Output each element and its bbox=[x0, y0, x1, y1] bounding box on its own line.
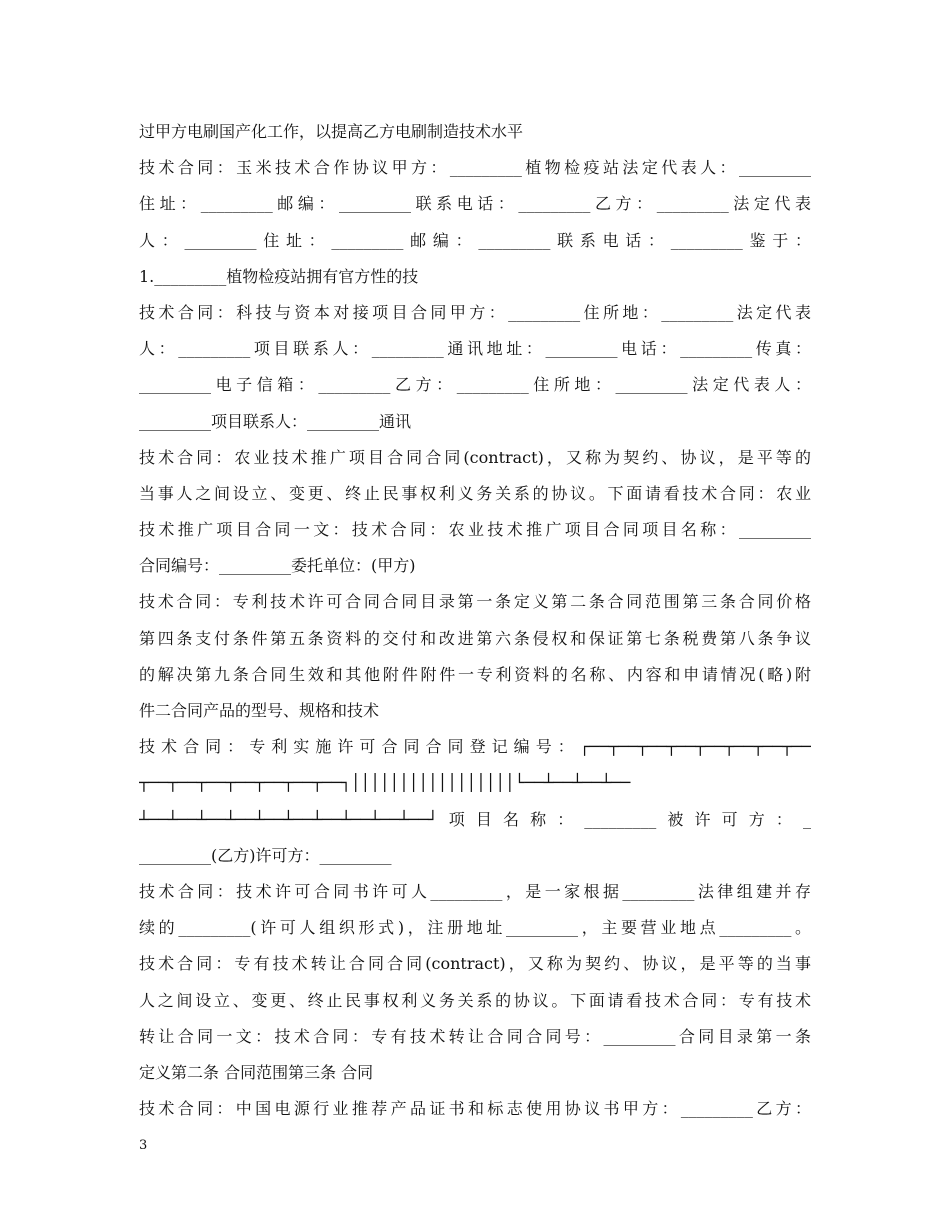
text-line: 过甲方电刷国产化工作，以提高乙方电刷制造技术水平 bbox=[139, 122, 524, 141]
page-number: 3 bbox=[139, 1138, 148, 1153]
text-line: 合同编号：_________委托单位：(甲方) bbox=[139, 556, 416, 576]
text-line: 技术合同：农业技术推广项目合同合同(contract)，又称为契约、协议，是平等的 bbox=[139, 447, 811, 467]
text-line: 定义第二条 合同范围第三条 合同 bbox=[139, 1062, 374, 1082]
registration-number-grid-line: ┬──┬──┬──┬──┬──┬──┬──┐│││││││││││││││││└──┴──┴──┴── bbox=[139, 773, 631, 793]
text-line: _________(乙方)许可方：_________ bbox=[139, 845, 392, 865]
text-line: 当事人之间设立、变更、终止民事权利义务关系的协议。下面请看技术合同：农业 bbox=[139, 483, 811, 503]
text-line: 第四条支付条件第五条资料的交付和改进第六条侵权和保证第七条税费第八条争议 bbox=[139, 628, 811, 648]
text-line: 技术合同：专有技术转让合同合同(contract)，又称为契约、协议，是平等的当事 bbox=[139, 954, 811, 974]
text-line: 1._________植物检疫站拥有官方性的技 bbox=[139, 266, 419, 286]
text-line: 技术推广项目合同一文：技术合同：农业技术推广项目合同项目名称：_________ bbox=[139, 520, 811, 540]
text-line: 人：_________项目联系人：_________通讯地址：_________电话：_________传真： bbox=[139, 339, 811, 359]
text-line: 技术合同：专利技术许可合同合同目录第一条定义第二条合同范围第三条合同价格 bbox=[139, 592, 811, 612]
text-line: 转让合同一文：技术合同：专有技术转让合同合同号：_________合同目录第一条 bbox=[139, 1026, 811, 1046]
text-line: 人：_________住址：_________邮编：_________联系电话：_________鉴于： bbox=[139, 230, 811, 250]
text-line: 技术合同：技术许可合同书许可人_________，是一家根据_________法律组建并存 bbox=[139, 881, 811, 901]
text-line: 技术合同：科技与资本对接项目合同甲方：_________住所地：_________法定代表 bbox=[139, 302, 811, 322]
text-line: 人之间设立、变更、终止民事权利义务关系的协议。下面请看技术合同：专有技术 bbox=[139, 990, 811, 1010]
text-line: 住址：_________邮编：_________联系电话：_________乙方：_________法定代表 bbox=[139, 194, 811, 214]
text-line: 续的_________(许可人组织形式)，注册地址_________，主要营业地点_________。 bbox=[139, 918, 811, 938]
text-line: 技术合同：玉米技术合作协议甲方：_________植物检疫站法定代表人：_________ bbox=[139, 158, 811, 178]
text-line: _________电子信箱：_________乙方：_________住所地：_________法定代表人： bbox=[139, 375, 811, 395]
text-line: 的解决第九条合同生效和其他附件附件一专利资料的名称、内容和申请情况(略)附 bbox=[139, 664, 811, 684]
registration-number-grid-line: ┴──┴──┴──┴──┴──┴──┴──┴──┴──┴──┘项目名称：_________被许可方：_ bbox=[139, 809, 811, 829]
text-line: 技术合同：中国电源行业推荐产品证书和标志使用协议书甲方：_________乙方： bbox=[139, 1099, 811, 1119]
registration-number-grid-line: 技术合同：专利实施许可合同合同登记编号：┌──┬──┬──┬──┬──┬──┬──┬── bbox=[139, 737, 811, 757]
text-line: 件二合同产品的型号、规格和技术 bbox=[139, 701, 380, 720]
text-line: _________项目联系人：_________通讯 bbox=[139, 411, 412, 431]
document-body bbox=[139, 114, 811, 1127]
